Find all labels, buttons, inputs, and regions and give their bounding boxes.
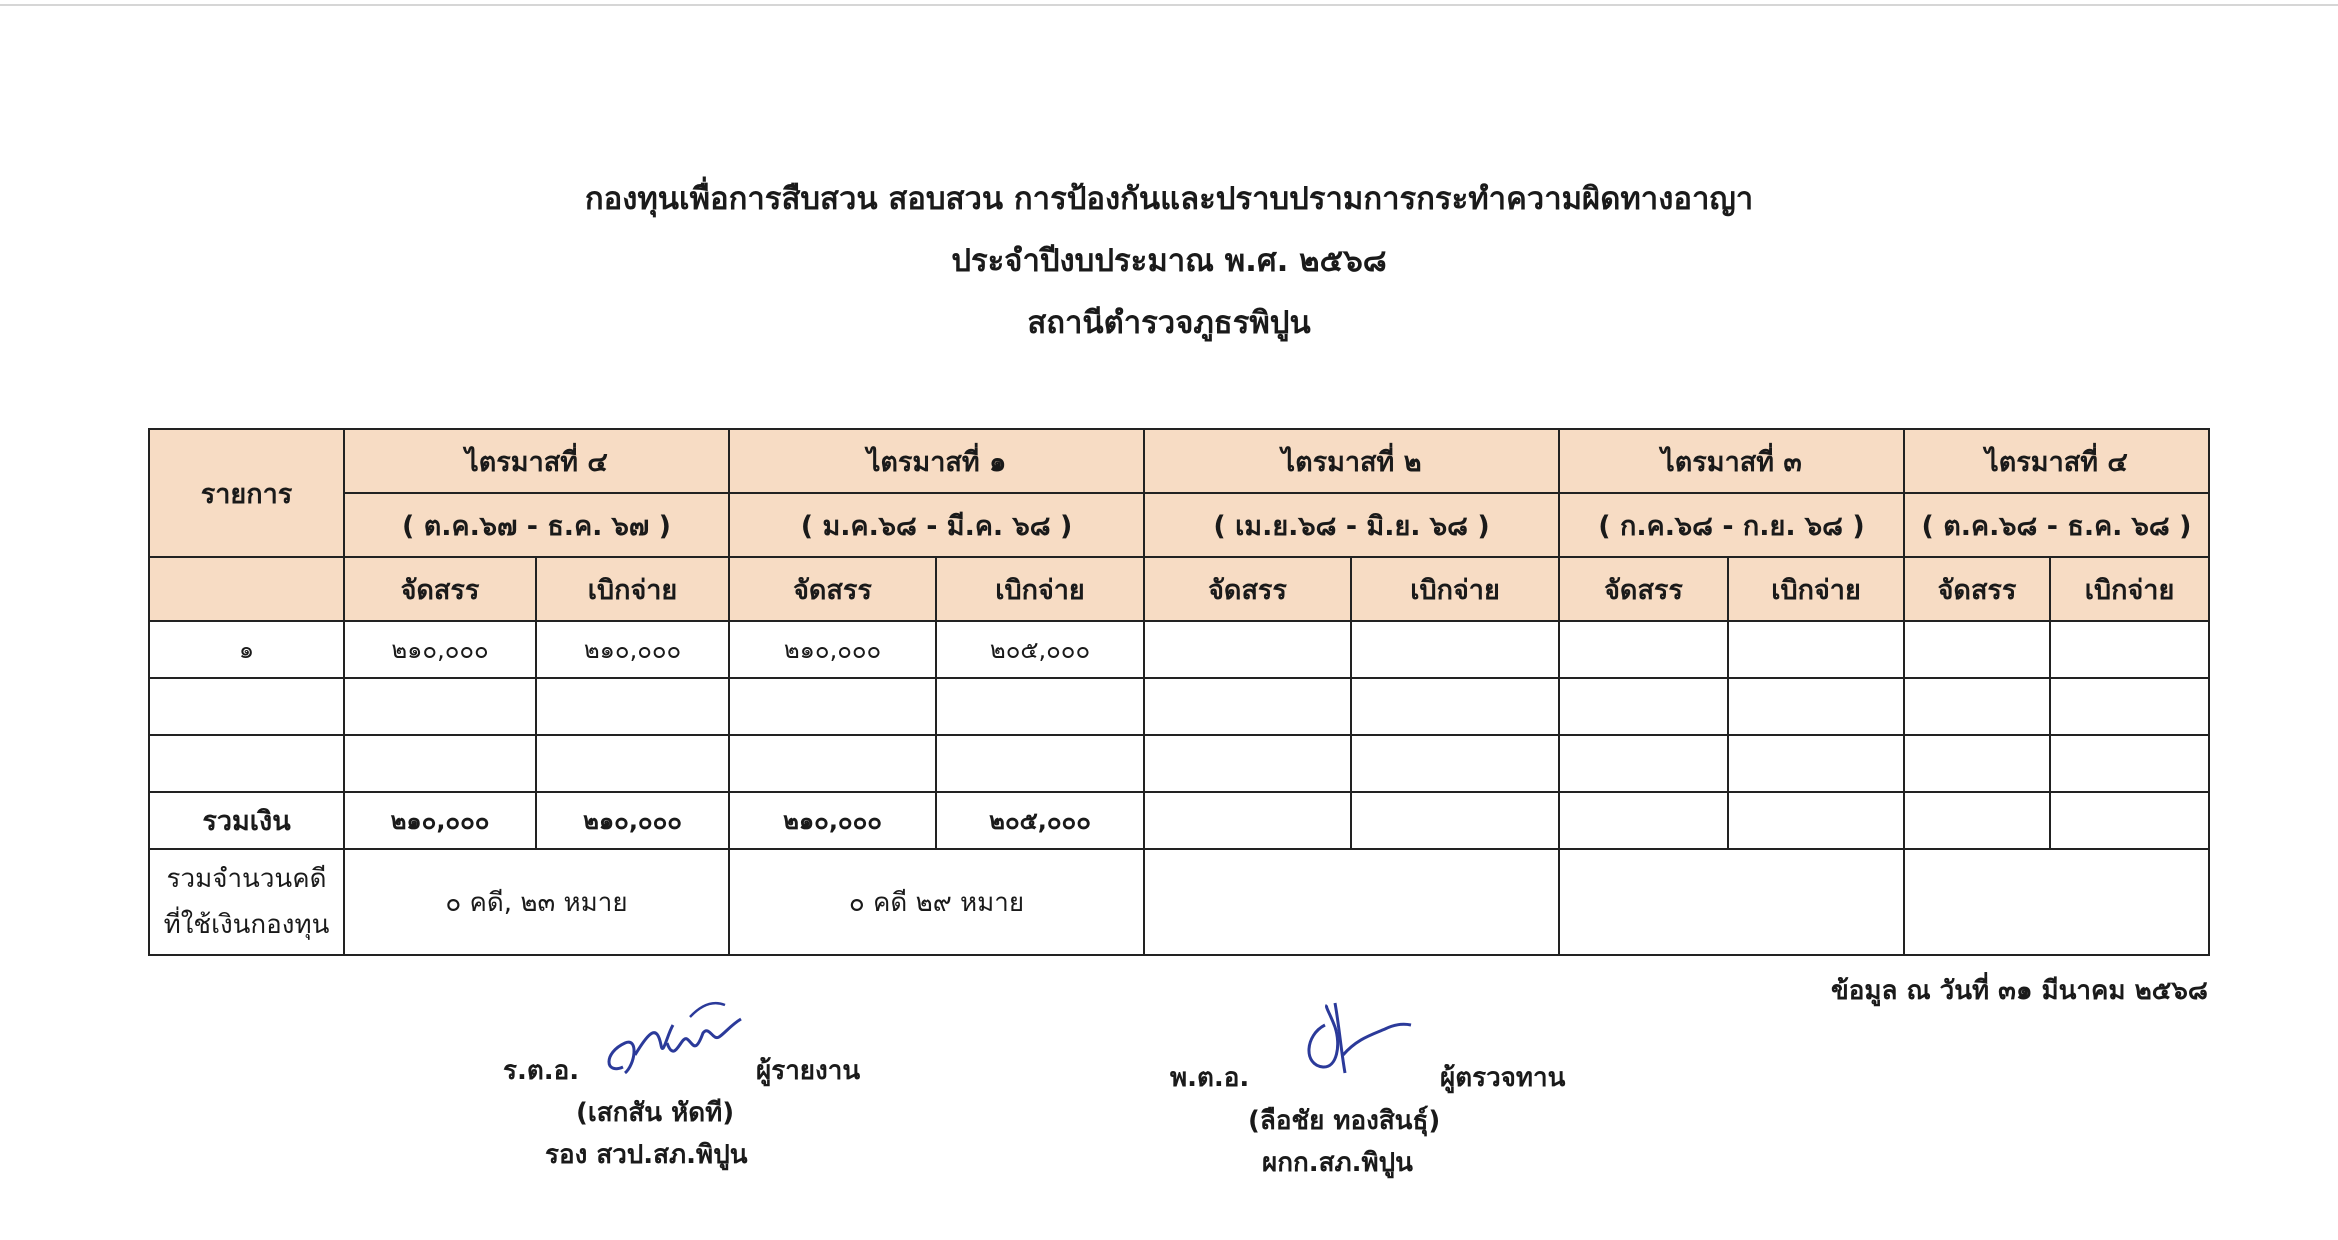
sub-header-disbursed: เบิกจ่าย: [1351, 557, 1559, 621]
title-line-3: สถานีตำรวจภูธรพิปูน: [1027, 305, 1311, 341]
sub-header-allocated: จัดสรร: [1144, 557, 1351, 621]
case-count-row: [149, 849, 2209, 955]
table-cell: [936, 735, 1144, 792]
table-cell: [1904, 621, 2050, 678]
reviewer-signature-image: [1285, 995, 1415, 1085]
sub-header-allocated: จัดสรร: [1559, 557, 1728, 621]
case-count-label: [149, 849, 344, 955]
reviewer-position: ผกก.สภ.พิปูน: [1262, 1148, 1413, 1178]
reviewer-name: (ลือชัย ทองสินธุ์): [1248, 1106, 1441, 1136]
reporter-rank: ร.ต.อ.: [503, 1056, 580, 1086]
table-cell: [1904, 735, 2050, 792]
quarter-name: ไตรมาสที่ ๔: [344, 429, 729, 493]
sub-header-allocated: จัดสรร: [344, 557, 536, 621]
total-row: [149, 792, 2209, 849]
fund-report-table: [148, 428, 2210, 956]
table-cell: [2050, 621, 2209, 678]
reporter-position: รอง สวป.สภ.พิปูน: [545, 1140, 748, 1170]
total-cell: ๒๑๐,๐๐๐: [344, 792, 536, 849]
sub-header-allocated: จัดสรร: [1904, 557, 2050, 621]
total-cell: [1351, 792, 1559, 849]
item-header-spacer: [149, 557, 344, 621]
title-line-1: กองทุนเพื่อการสืบสวน สอบสวน การป้องกันและปราบปรามการกระทำความผิดทางอาญา: [584, 181, 1754, 217]
table-cell: [1559, 735, 1728, 792]
table-cell: [344, 735, 536, 792]
table-cell: [536, 735, 729, 792]
reporter-role: ผู้รายงาน: [756, 1056, 861, 1086]
quarter-period: ( เม.ย.๖๘ - มิ.ย. ๖๘ ): [1144, 493, 1559, 557]
table-cell: [1904, 678, 2050, 735]
table-row: [149, 621, 2209, 678]
case-count-cell: ๐ คดี, ๒๓ หมาย: [344, 849, 729, 955]
reporter-name: (เสกสัน หัดที): [576, 1098, 735, 1128]
total-cell: ๒๑๐,๐๐๐: [536, 792, 729, 849]
table-cell: ๒๑๐,๐๐๐: [536, 621, 729, 678]
reporter-signature-image: [595, 995, 745, 1090]
sub-header-allocated: จัดสรร: [729, 557, 936, 621]
quarter-name: ไตรมาสที่ ๔: [1904, 429, 2209, 493]
quarter-period: ( ต.ค.๖๘ - ธ.ค. ๖๘ ): [1904, 493, 2209, 557]
quarter-period: ( ต.ค.๖๗ - ธ.ค. ๖๗ ): [344, 493, 729, 557]
table-cell: [344, 678, 536, 735]
table-cell: [1351, 678, 1559, 735]
table-cell: [1144, 735, 1351, 792]
data-as-of-date: ข้อมูล ณ วันที่ ๓๑ มีนาคม ๒๕๖๘: [1830, 976, 2208, 1006]
sub-header-disbursed: เบิกจ่าย: [2050, 557, 2209, 621]
table-cell: ๒๐๕,๐๐๐: [936, 621, 1144, 678]
row-item: [149, 735, 344, 792]
table-cell: [1351, 735, 1559, 792]
table-cell: [1728, 735, 1904, 792]
table-cell: [936, 678, 1144, 735]
table-cell: [2050, 735, 2209, 792]
table-cell: [1559, 678, 1728, 735]
sub-header-disbursed: เบิกจ่าย: [536, 557, 729, 621]
case-label-line-1: รวมจำนวนคดี: [166, 864, 327, 894]
case-count-cell: [1559, 849, 1904, 955]
table-cell: [1559, 621, 1728, 678]
table-cell: [1144, 678, 1351, 735]
sub-header-disbursed: เบิกจ่าย: [1728, 557, 1904, 621]
sub-header-disbursed: เบิกจ่าย: [936, 557, 1144, 621]
table-cell: [1728, 621, 1904, 678]
total-cell: [1144, 792, 1351, 849]
total-cell: ๒๐๕,๐๐๐: [936, 792, 1144, 849]
table-cell: [536, 678, 729, 735]
table-cell: [1351, 621, 1559, 678]
quarter-name: ไตรมาสที่ ๒: [1144, 429, 1559, 493]
quarter-period: ( ม.ค.๖๘ - มี.ค. ๖๘ ): [729, 493, 1144, 557]
reviewer-rank: พ.ต.อ.: [1170, 1063, 1250, 1093]
case-count-cell: [1904, 849, 2209, 955]
top-border-line: [0, 4, 2338, 6]
table-row: [149, 678, 2209, 735]
quarter-name: ไตรมาสที่ ๓: [1559, 429, 1904, 493]
total-label: รวมเงิน: [149, 792, 344, 849]
table-row: [149, 735, 2209, 792]
table-cell: [2050, 678, 2209, 735]
table-cell: ๒๑๐,๐๐๐: [729, 621, 936, 678]
total-cell: [1728, 792, 1904, 849]
case-count-cell: [1144, 849, 1559, 955]
case-label-line-2: ที่ใช้เงินกองทุน: [163, 910, 330, 940]
row-item: [149, 678, 344, 735]
table-cell: [1144, 621, 1351, 678]
table-cell: [729, 735, 936, 792]
total-cell: ๒๑๐,๐๐๐: [729, 792, 936, 849]
document-header: [0, 168, 2338, 354]
table-cell: ๒๑๐,๐๐๐: [344, 621, 536, 678]
quarter-name: ไตรมาสที่ ๑: [729, 429, 1144, 493]
row-item: ๑: [149, 621, 344, 678]
quarter-period: ( ก.ค.๖๘ - ก.ย. ๖๘ ): [1559, 493, 1904, 557]
total-cell: [1904, 792, 2050, 849]
table-cell: [1728, 678, 1904, 735]
item-header: รายการ: [149, 429, 344, 557]
reviewer-role: ผู้ตรวจทาน: [1440, 1063, 1566, 1093]
title-line-2: ประจำปีงบประมาณ พ.ศ. ๒๕๖๘: [951, 243, 1387, 279]
total-cell: [1559, 792, 1728, 849]
case-count-cell: ๐ คดี ๒๙ หมาย: [729, 849, 1144, 955]
total-cell: [2050, 792, 2209, 849]
table-cell: [729, 678, 936, 735]
